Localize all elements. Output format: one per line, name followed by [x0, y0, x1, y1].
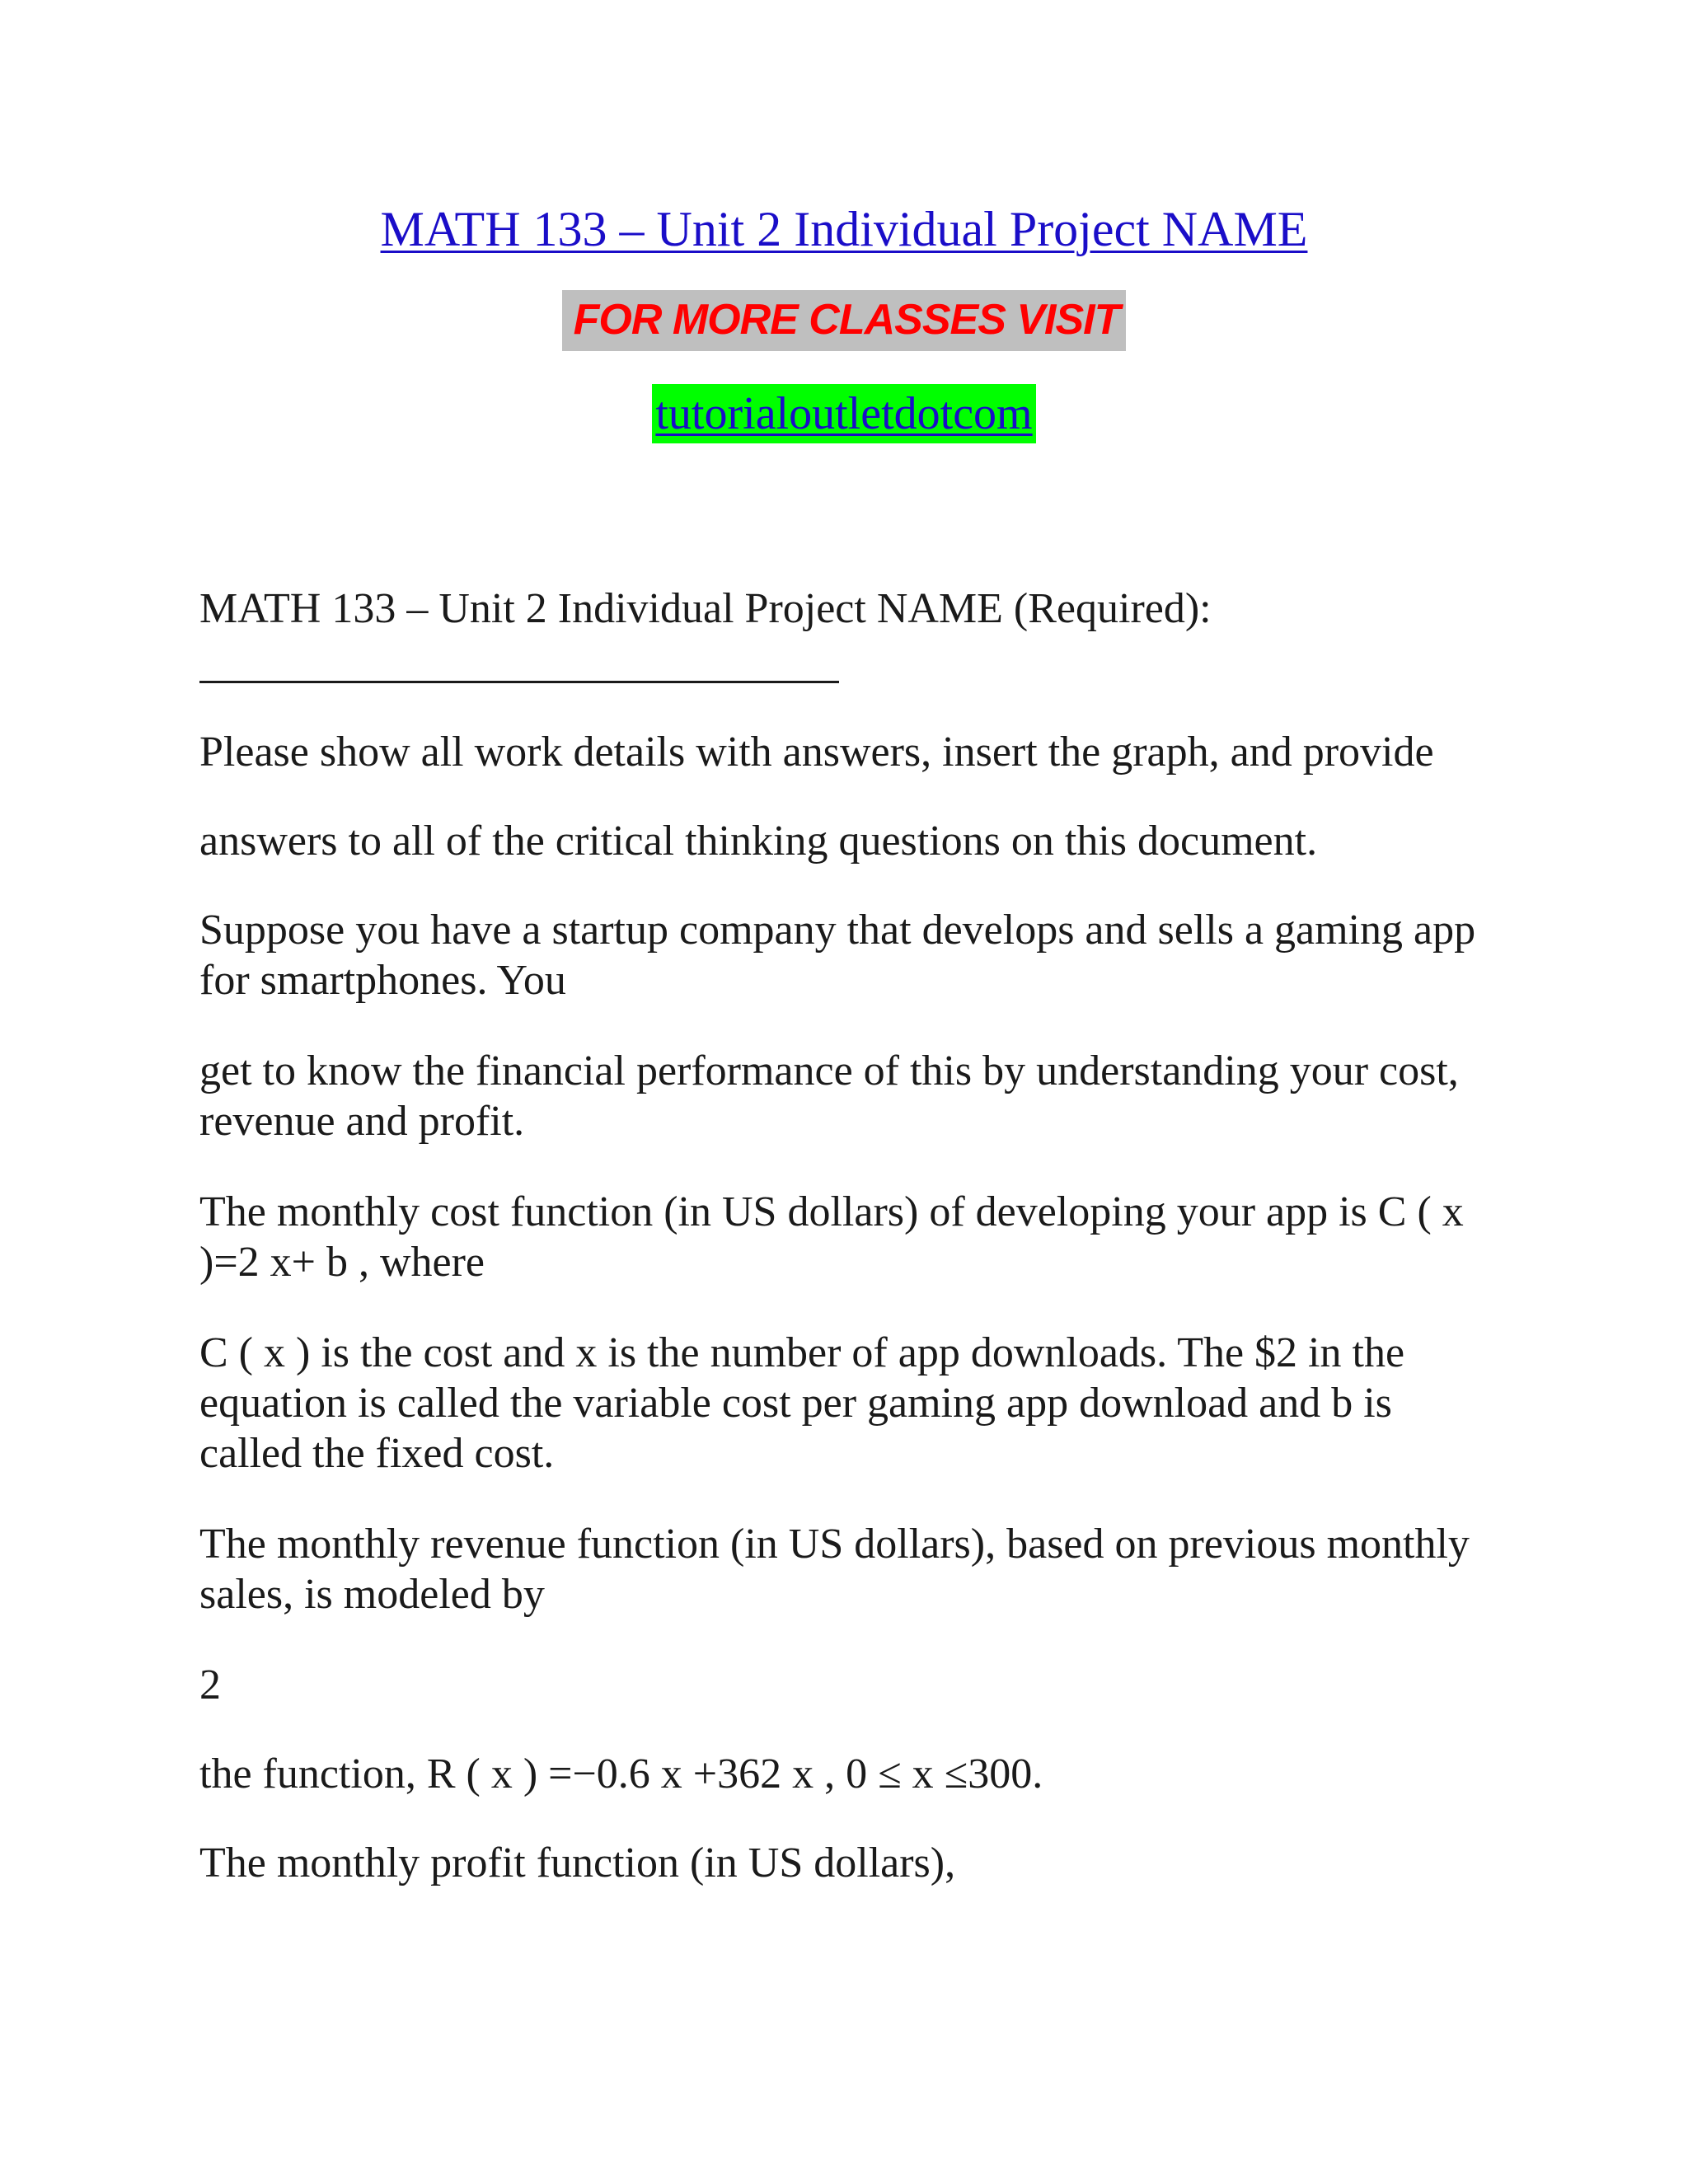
visit-text: FOR MORE CLASSES VISIT [562, 290, 1127, 351]
heading-line: MATH 133 – Unit 2 Individual Project NAME (Required): [199, 585, 1212, 632]
page-title [0, 196, 1688, 262]
paragraph-revenue: The monthly revenue function (in US dollars), based on previous monthly sales, is modeled by [199, 1521, 1470, 1618]
instruction-line-2: answers to all of the critical thinking questions on this document. [199, 818, 1318, 865]
paragraph-startup: Suppose you have a startup company that develops and sells a gaming app for smartphones. You [199, 907, 1476, 1004]
visit-banner [0, 290, 1688, 351]
exponent-marker: 2 [199, 1661, 221, 1708]
title-link[interactable]: MATH 133 – Unit 2 Individual Project NAME [380, 202, 1308, 256]
site-banner [0, 384, 1688, 443]
paragraph-cost-definition: C ( x ) is the cost and x is the number of app downloads. The $2 in the equation is called the variable cost per gaming app download and b is called the fixed cost. [199, 1329, 1405, 1477]
paragraph-cost-function: The monthly cost function (in US dollars) of developing your app is C ( x )=2 x+ b , where [199, 1188, 1464, 1286]
paragraph-profit: The monthly profit function (in US dollars), [199, 1840, 956, 1886]
revenue-function: the function, R ( x ) =−0.6 x +362 x , 0 ≤ x ≤300. [199, 1750, 1043, 1797]
name-blank-line [199, 681, 839, 683]
instruction-line-1: Please show all work details with answers, insert the graph, and provide [199, 729, 1434, 776]
paragraph-financial: get to know the financial performance of this by understanding your cost, revenue and profit. [199, 1047, 1459, 1145]
site-link[interactable]: tutorialoutletdotcom [652, 384, 1035, 443]
